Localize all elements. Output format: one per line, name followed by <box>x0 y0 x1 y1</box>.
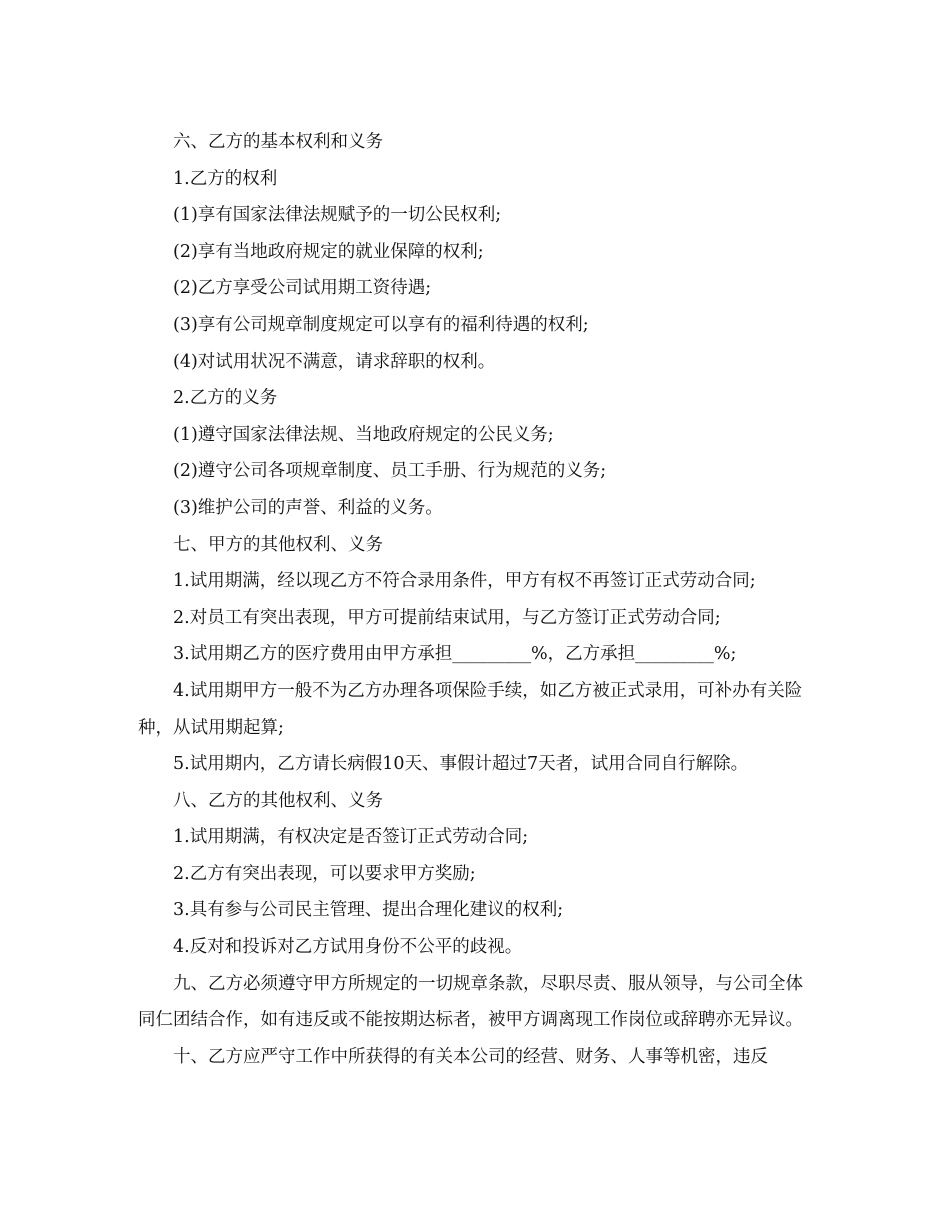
section-9-paragraph: 九、乙方必须遵守甲方所规定的一切规章条款，尽职尽责、服从领导，与公司全体同仁团结合作，如有违反或不能按期达标者，被甲方调离现工作岗位或辞聘亦无异议。 <box>138 973 803 1031</box>
list-item: (1)享有国家法律法规赋予的一切公民权利; <box>173 205 502 226</box>
section-10-paragraph: 十、乙方应严守工作中所获得的有关本公司的经营、财务、人事等机密，违反 <box>173 1046 768 1067</box>
list-item: 4.试用期甲方一般不为乙方办理各项保险手续，如乙方被正式录用，可补办有关险种，从试用期起算; <box>138 680 803 738</box>
list-item: (2)享有当地政府规定的就业保障的权利; <box>173 241 484 262</box>
list-item: 2.对员工有突出表现，甲方可提前结束试用，与乙方签订正式劳动合同; <box>173 607 721 628</box>
list-item: (2)乙方享受公司试用期工资待遇; <box>173 278 432 299</box>
list-item: (4)对试用状况不满意，请求辞职的权利。 <box>173 351 496 372</box>
list-item: 3.试用期乙方的医疗费用由甲方承担_________%，乙方承担_________%; <box>173 644 737 665</box>
list-item: (3)维护公司的声誉、利益的义务。 <box>173 497 443 518</box>
list-item: 1.试用期满，经以现乙方不符合录用条件，甲方有权不再签订正式劳动合同; <box>173 571 756 592</box>
list-item: 1.试用期满，有权决定是否签订正式劳动合同; <box>173 827 529 848</box>
list-item: (3)享有公司规章制度规定可以享有的福利待遇的权利; <box>173 314 589 335</box>
list-item: (1)遵守国家法律法规、当地政府规定的公民义务; <box>173 424 554 445</box>
document-body <box>138 124 814 1075</box>
list-item: 2.乙方有突出表现，可以要求甲方奖励; <box>173 863 476 884</box>
list-item: 5.试用期内，乙方请长病假10天、事假计超过7天者，试用合同自行解除。 <box>173 754 749 775</box>
section-heading-8: 八、乙方的其他权利、义务 <box>173 790 383 811</box>
section-heading-7: 七、甲方的其他权利、义务 <box>173 534 383 555</box>
list-item: 3.具有参与公司民主管理、提出合理化建议的权利; <box>173 900 564 921</box>
list-item: 4.反对和投诉对乙方试用身份不公平的歧视。 <box>173 937 523 958</box>
subsection-obligations: 2.乙方的义务 <box>173 388 278 409</box>
subsection-rights: 1.乙方的权利 <box>173 168 278 189</box>
section-heading-6: 六、乙方的基本权利和义务 <box>173 132 383 152</box>
list-item: (2)遵守公司各项规章制度、员工手册、行为规范的义务; <box>173 461 607 482</box>
